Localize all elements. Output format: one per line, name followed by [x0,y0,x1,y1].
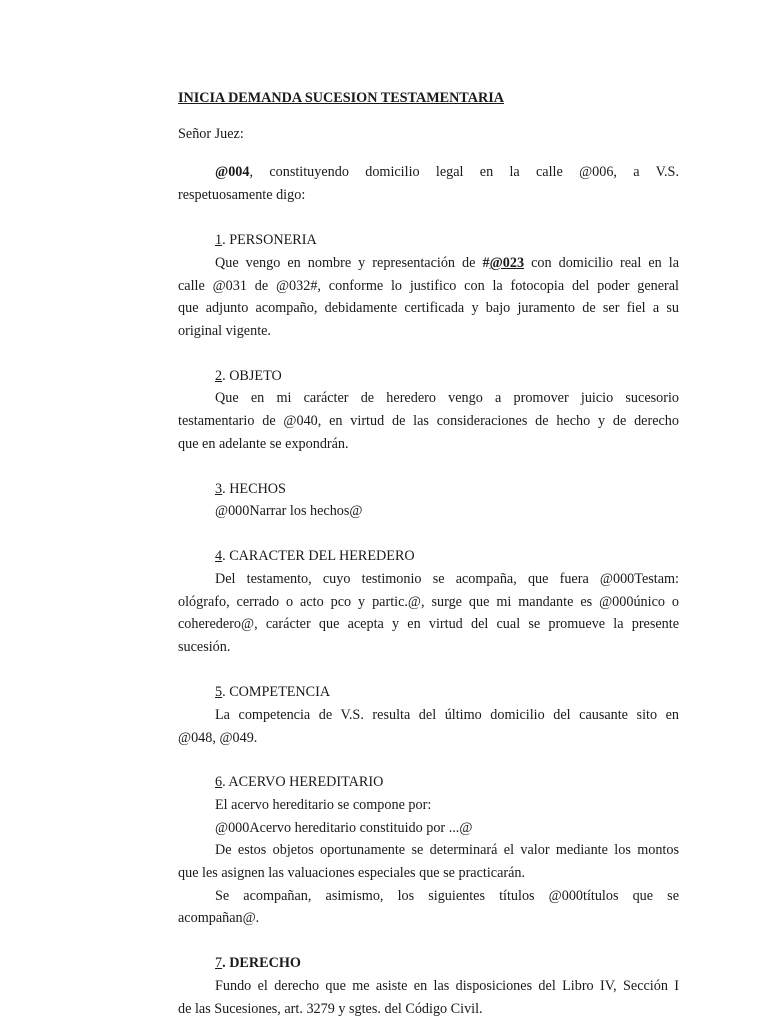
section-1-line-2: calle @031 de @032#, conforme lo justifico con la fotocopia del poder general [178,278,679,294]
salutation: Señor Juez: [178,126,244,142]
section-7-line-2: de las Sucesiones, art. 3279 y sgtes. del Código Civil. [178,1001,483,1017]
section-6-title: . ACERVO HEREDITARIO [222,774,384,790]
intro-line-1 [215,162,679,182]
section-6-line-6: acompañan@. [178,910,260,926]
intro-line-2: respetuosamente digo: [178,187,306,203]
section-1-line-1-a: Que vengo en nombre y representación de [215,255,483,271]
section-5-number: 5 [215,684,223,700]
intro-line-1-text: , constituyendo domicilio legal en la calle @006, a V.S. [249,164,679,180]
section-1-line-3: que adjunto acompaño, debidamente certificada y bajo juramento de ser fiel a su [178,300,679,316]
section-5-title: . COMPETENCIA [222,684,331,700]
section-1-line-1 [215,253,679,273]
section-4-heading [215,546,679,566]
section-5-line-2: @048, @049. [178,730,258,746]
section-1-line-1-c: con domicilio real en la [524,255,679,271]
section-2-heading [215,366,679,386]
section-1-number: 1 [215,232,223,248]
section-4-line-3: coheredero@, carácter que acepta y en virtud del cual se promueve la presente [178,616,679,632]
section-6-line-2: @000Acervo hereditario constituido por ...@ [215,820,473,836]
section-4-line-1: Del testamento, cuyo testimonio se acompaña, que fuera @000Testam: [215,571,679,587]
section-2-line-2: testamentario de @040, en virtud de las consideraciones de hecho y de derecho [178,413,679,429]
section-4-line-2: ológrafo, cerrado o acto pco y partic.@, surge que mi mandante es @000único o [178,594,679,610]
section-6-line-4: que les asignen las valuaciones especiales que se practicarán. [178,865,526,881]
section-1-field-023: @023 [489,255,525,271]
section-7-title: . DERECHO [222,955,301,971]
section-3-line-1: @000Narrar los hechos@ [215,503,363,519]
section-6-number: 6 [215,774,223,790]
section-2-title: . OBJETO [222,368,282,384]
section-1-heading [215,230,679,250]
intro-name-field: @004 [215,164,250,180]
section-4-title: . CARACTER DEL HEREDERO [222,548,415,564]
section-6-line-1: El acervo hereditario se compone por: [215,797,432,813]
section-6-line-3: De estos objetos oportunamente se determinará el valor mediante los montos [215,842,679,858]
section-3-heading [215,479,679,499]
section-1-line-4: original vigente. [178,323,271,339]
section-3-number: 3 [215,481,223,497]
section-5-line-1: La competencia de V.S. resulta del último domicilio del causante sito en [215,707,679,723]
section-6-line-5: Se acompañan, asimismo, los siguientes títulos @000títulos que se [215,888,679,904]
section-7-line-1: Fundo el derecho que me asiste en las disposiciones del Libro IV, Sección I [215,978,679,994]
section-7-heading [215,953,679,973]
section-2-number: 2 [215,368,223,384]
section-2-line-3: que en adelante se expondrán. [178,436,349,452]
section-6-heading [215,772,679,792]
document-title: INICIA DEMANDA SUCESION TESTAMENTARIA [178,90,504,106]
section-2-line-1: Que en mi carácter de heredero vengo a promover juicio sucesorio [215,390,679,406]
section-1-title: . PERSONERIA [222,232,317,248]
section-5-heading [215,682,679,702]
section-7-number: 7 [215,955,223,971]
section-3-title: . HECHOS [222,481,286,497]
section-1-hash: # [482,255,490,271]
section-4-number: 4 [215,548,223,564]
section-4-line-4: sucesión. [178,639,231,655]
